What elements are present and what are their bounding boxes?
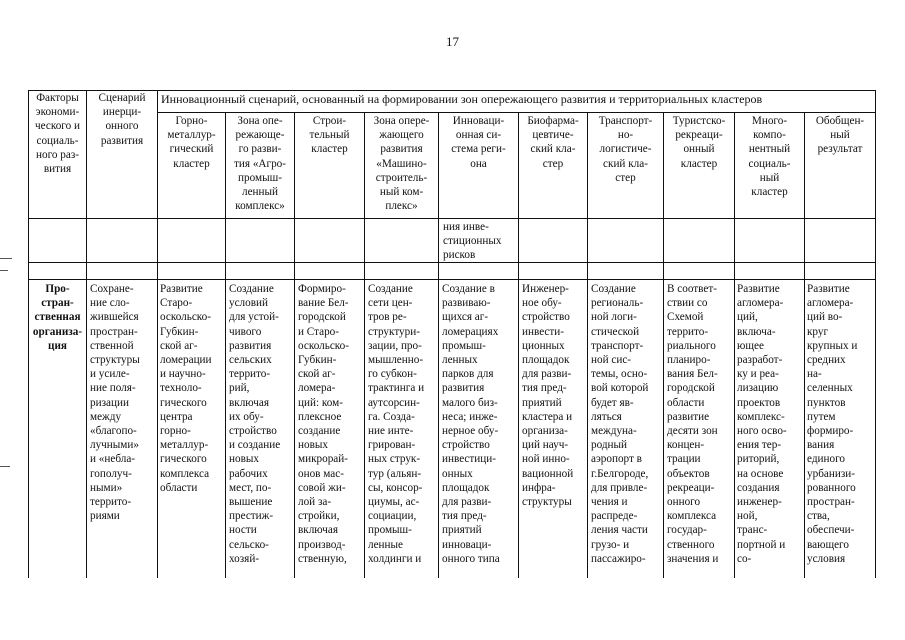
continuation-bottom <box>28 262 875 263</box>
header-result: Обобщен- ный результат <box>815 115 865 156</box>
cell-social: Развитие агломера- ций, включа- ющее разработ- ку и реа- лизацию проектов комплекс- ного осво- ения тер- риторий, на основе создания инженер- ной, транс- портной и со- <box>737 283 787 565</box>
header-innovative-title: Инновационный сценарий, основанный на формировании зон опережающего развития и территориальных кластеров <box>161 92 763 106</box>
margin-mark <box>0 466 10 467</box>
header-factors: Факторы экономи- ческого и социаль- ного раз- вития <box>35 92 80 176</box>
cell-inertial: Сохране- ние сло- жившейся простран- ственной структуры и усиле- ние поля- ризации между «благопо- лучными» и «небла- гополуч- ными» террито- риями <box>90 283 140 523</box>
cell-construction: Формиро- вание Бел- городской и Старо- оскольско- Губкин- ской аг- ломера- ций: ком- плексное создание новых микрорай- онов мас- совой жи- лой за- стройки, включая производ- ственную, <box>298 283 349 565</box>
page-number: 17 <box>446 34 459 49</box>
header-tourism: Туристско- рекреаци- онный кластер <box>672 115 726 170</box>
header-machine: Зона опере- жающего развития «Машино- строитель- ный ком- плекс» <box>373 115 430 213</box>
margin-mark <box>0 270 8 271</box>
margin-mark <box>0 258 12 259</box>
cell-transport: Создание региональ- ной логи- стической транспорт- ной сис- темы, осно- вой которой будет яв- ляться междуна- родный аэропорт в г.Белгороде, для привле- чения и распреде- ления части грузо- и пассажиро- <box>591 283 649 565</box>
cell-result: Развитие агломера- ций во- круг крупных и средних на- селенных пунктов путем формиро- вания единого урбанизи- рованного простран- ства, обеспечи- вающего условия <box>807 283 858 565</box>
cell-mining: Развитие Старо- оскольско- Губкин- ской аг- ломерации и научно- техноло- гического центра горно- металлур- гического комплекса области <box>160 283 212 494</box>
header-construction: Строи- тельный кластер <box>309 115 350 156</box>
cell-biopharma: Инженер- ное обу- стройство инвести- ционных площадок для разви- тия пред- приятий кластера и организа- ций науч- ной инно- вационной инфра- структуры <box>522 283 574 509</box>
header-transport: Транспорт- но- логистиче- ский кла- стер <box>598 115 653 184</box>
header-agro: Зона опе- режающе- го разви- тия «Агро- промыш- ленный комплекс» <box>234 115 286 213</box>
header-innovation: Инноваци- онная си- стема реги- она <box>451 115 506 170</box>
col-border <box>875 90 876 578</box>
main-row-top <box>28 279 875 280</box>
header-bottom <box>28 218 875 219</box>
header-mining: Горно- металлур- гический кластер <box>167 115 216 170</box>
header-divider <box>157 112 875 113</box>
continuation-innovation-cell: ния инве- стиционных рисков <box>443 221 502 262</box>
row-factor-label: Про- стран- ственная организа- ция <box>32 283 83 352</box>
cell-tourism: В соответ- ствии со Схемой террито- риального планиро- вания Бел- городской области развитие десяти зон концен- трации объектов рекреаци- онного комплекса государ- ственного значения и <box>667 283 719 565</box>
cell-innovation: Создание в развиваю- щихся аг- ломерациях промыш- ленных парков для развития малого биз- неса; инже- нерное обу- стройство инвестици- онных площадок для разви- тия пред- приятий инноваци- онного типа <box>442 283 500 565</box>
cell-agro: Создание условий для устой- чивого развития сельских террито- рий, включая их обу- стройство и создание новых рабочих мест, по- вышение престиж- ности сельско- хозяй- <box>229 283 281 565</box>
header-inertial: Сценарий инерци- онного развития <box>98 92 146 147</box>
cell-machine: Создание сети цен- тров ре- структури- зации, про- мышленно- го субкон- трактинга и аутсорсин- га. Созда- ние инте- грирован- ных струк- тур (альян- сы, консор- циумы, ас- социации, промыш- ленные холдинги и <box>368 283 425 565</box>
header-biopharma: Биофарма- цевтиче- ский кла- стер <box>527 115 579 170</box>
header-social: Много- компо- нентный социаль- ный кластер <box>748 115 791 199</box>
